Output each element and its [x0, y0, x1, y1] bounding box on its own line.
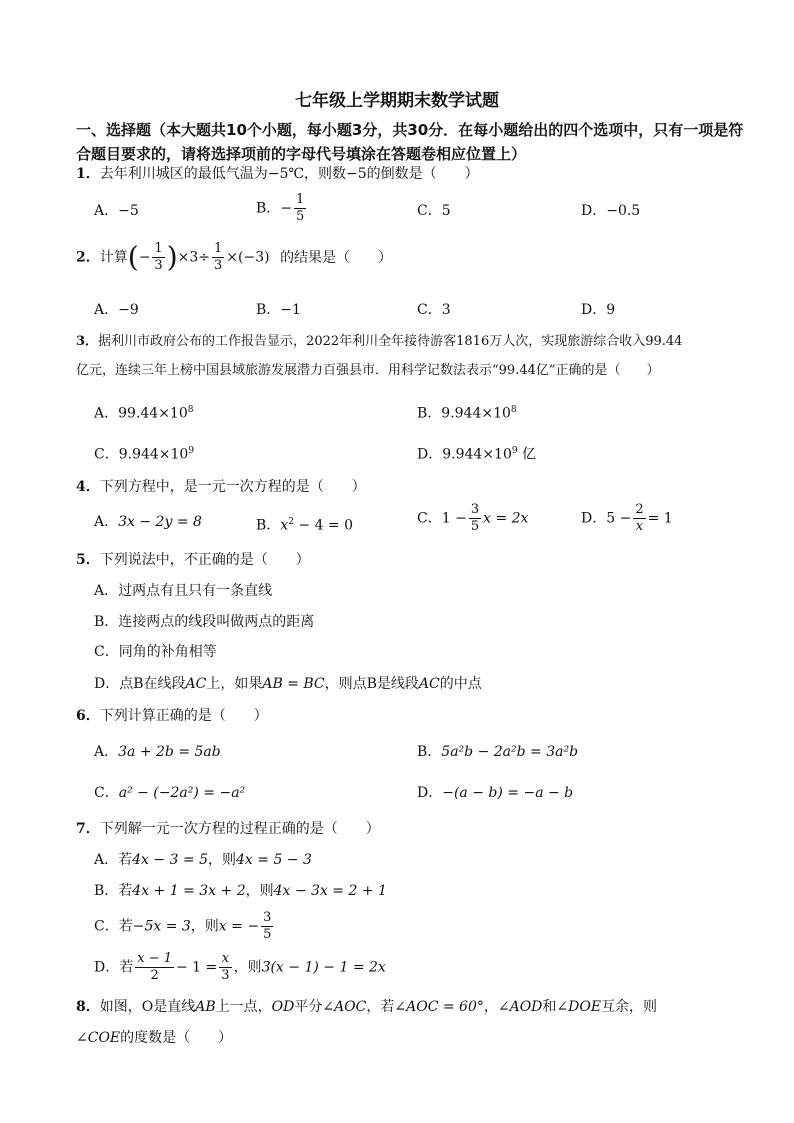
q6-option-c: [94, 783, 245, 803]
question-stem-prefix: 计算: [99, 249, 128, 266]
denominator: 5: [470, 519, 480, 534]
paren-group: (−3): [238, 249, 270, 266]
question-3-line2: 亿元，连续三年上榜中国县域旅游发展潜力百强县市．用科学记数法表示“99.44亿”正确的是（ ）: [76, 363, 660, 378]
numerator: 3: [470, 502, 480, 517]
denominator: x: [635, 519, 644, 534]
equation: 4x + 1 = 3x + 2: [132, 883, 246, 899]
question-number: 4．: [76, 479, 100, 495]
exponent: 2: [288, 517, 294, 527]
fraction: [261, 910, 273, 943]
equation: 3(x − 1) − 1 = 2x: [261, 959, 386, 976]
question-1: [76, 164, 479, 184]
numerator: 1: [296, 192, 305, 207]
question-stem: 下列计算正确的是（ ）: [99, 708, 268, 724]
fraction: [212, 241, 224, 274]
equation: 3a + 2b = 5ab: [118, 744, 221, 760]
option-label: C．: [94, 785, 119, 801]
question-stem: 下列方程中，是一元一次方程的是（ ）: [99, 479, 366, 495]
fraction: [469, 502, 481, 535]
sci-base: 9.944×10: [442, 446, 512, 463]
equation: 5a²b − 2a²b = 3a²b: [441, 744, 579, 760]
option-text: C．若: [94, 918, 133, 935]
question-2: [76, 241, 392, 274]
fraction: [152, 241, 164, 274]
q5-option-c: C．同角的补角相等: [94, 644, 217, 660]
question-number: 6．: [76, 708, 100, 724]
option-label: C．: [94, 446, 119, 463]
equation-part: 5 −: [606, 510, 632, 527]
equation: 4x − 3x = 2 + 1: [273, 883, 387, 899]
angle-equation: ∠AOC = 60°: [394, 999, 484, 1015]
stem-text: ，若: [366, 999, 395, 1015]
section-heading: 一、选择题（本大题共10个小题，每小题3分，共30分．在每小题给出的四个选项中，只有一项是符合题目要求的，请将选择项前的字母代号填涂在答题卷相应位置上）: [76, 121, 744, 163]
option-label: D．: [417, 446, 443, 463]
denominator: 3: [214, 258, 223, 273]
equation: AB = BC: [262, 676, 325, 692]
q5-option-b: B．连接两点的线段叫做两点的距离: [94, 614, 315, 630]
question-number: 7．: [76, 821, 100, 837]
q7-option-a: [94, 850, 312, 870]
q1-option-d: D．−0.5: [581, 203, 641, 219]
numerator: x − 1: [137, 951, 172, 966]
q6-option-d: [417, 783, 573, 803]
question-3: [76, 332, 682, 352]
stem-text: ，: [483, 999, 498, 1015]
option-label: B．: [256, 517, 281, 534]
question-4: [76, 477, 366, 497]
option-text: D．点B在线段: [94, 676, 186, 692]
angle-name: ∠DOE: [556, 999, 602, 1015]
q2-option-a: A．−9: [94, 302, 139, 318]
sci-base: 99.44×10: [118, 405, 188, 422]
exponent: 8: [510, 405, 517, 415]
left-paren: (: [127, 240, 139, 274]
question-6: [76, 706, 268, 726]
question-stem-line1: 据利川市政府公布的工作报告显示，2022年利川全年接待游客1816万人次，实现旅游综合收入99.44: [98, 334, 683, 349]
equation-part: 1 −: [441, 510, 467, 527]
segment-name: AC: [418, 676, 440, 692]
option-label: D．: [581, 510, 607, 527]
line-name: AB: [195, 999, 216, 1015]
exponent: 9: [188, 446, 195, 456]
equation: 3x − 2y = 8: [118, 514, 202, 530]
exponent: 8: [187, 405, 194, 415]
q2-option-b: B．−1: [256, 302, 301, 318]
question-stem: 下列说法中，不正确的是（ ）: [99, 552, 310, 568]
sci-base: 9.944×10: [118, 446, 189, 463]
q7-option-b: [94, 881, 387, 901]
question-number: 3．: [76, 334, 99, 349]
option-text: ，则: [208, 852, 237, 868]
stem-text: 上一点，: [215, 999, 272, 1015]
option-text: ，则: [245, 883, 274, 899]
numerator: 1: [154, 241, 163, 256]
option-label: B．: [417, 405, 442, 422]
question-number: 1．: [76, 166, 100, 182]
equation-rest: − 4 = 0: [293, 517, 354, 534]
option-label: B．: [417, 744, 442, 760]
numerator: 2: [635, 502, 644, 517]
operator-text: ×: [226, 249, 239, 266]
numerator: 3: [263, 910, 272, 925]
q3-option-b: [417, 400, 517, 424]
q3-option-d: [417, 441, 536, 465]
fraction: [219, 951, 231, 984]
stem-text: 如图，O是直线: [99, 999, 196, 1015]
angle-name: ∠COE: [76, 1030, 121, 1046]
operator-text: ×3÷: [177, 249, 211, 266]
option-label: A．: [94, 744, 119, 760]
q4-option-a: [94, 512, 202, 532]
option-text: 的中点: [439, 676, 482, 692]
q2-option-c: C．3: [417, 302, 451, 318]
q4-option-b: [256, 512, 353, 536]
question-number: 8．: [76, 999, 100, 1015]
stem-text: 的度数是（ ）: [120, 1030, 233, 1046]
question-stem: 下列解一元一次方程的过程正确的是（ ）: [99, 821, 380, 837]
q3-option-c: [94, 441, 194, 465]
segment-name: AC: [185, 676, 207, 692]
right-paren: ): [166, 240, 178, 274]
option-label: A．: [94, 405, 119, 422]
q4-option-d: [581, 502, 673, 535]
angle-name: ∠AOC: [322, 999, 367, 1015]
question-stem: 去年利川城区的最低气温为−5℃，则数−5的倒数是（ ）: [99, 166, 479, 182]
option-label: D．: [417, 785, 443, 801]
fraction: [294, 192, 306, 225]
denominator: 5: [263, 927, 272, 942]
exponent: 9: [511, 446, 518, 456]
q4-option-c: [417, 502, 528, 535]
numerator: 1: [214, 241, 223, 256]
q2-option-d: D．9: [581, 302, 616, 318]
question-5: [76, 550, 310, 570]
stem-text: 和: [542, 999, 557, 1015]
paren-value: −3: [243, 249, 265, 266]
equation: a² − (−2a²) = −a²: [118, 785, 246, 801]
angle-name: ∠AOD: [497, 999, 543, 1015]
question-8-line2: [76, 1028, 232, 1048]
ray-name: OD: [271, 999, 295, 1015]
q1-option-b: [256, 192, 308, 225]
option-text: B．若: [94, 883, 133, 899]
option-text: ，则: [190, 918, 219, 935]
q5-option-a: A．过两点有且只有一条直线: [94, 583, 273, 599]
q1-option-c: C．5: [417, 203, 451, 219]
equation: −5x = 3: [132, 918, 191, 935]
question-stem-suffix: 的结果是（ ）: [280, 249, 393, 266]
option-text: 上，如果: [206, 676, 263, 692]
option-label: B．: [256, 200, 281, 217]
denominator: 3: [221, 968, 230, 983]
q7-option-c: [94, 910, 275, 943]
denominator: 5: [296, 209, 305, 224]
denominator: 2: [150, 968, 159, 983]
fraction: [135, 951, 174, 984]
option-text: ，则点B是线段: [324, 676, 419, 692]
question-number: 5．: [76, 552, 100, 568]
denominator: 3: [154, 258, 163, 273]
unit-text: 亿: [522, 446, 537, 463]
equation-part: = 1: [647, 510, 673, 527]
variable: x: [280, 517, 289, 534]
question-number: 2．: [76, 249, 100, 266]
stem-text: 互余，则: [601, 999, 658, 1015]
equation-part: − 1 =: [176, 959, 218, 976]
q7-option-d: [94, 951, 386, 984]
equation: x = −: [218, 918, 260, 935]
equation: −(a − b) = −a − b: [442, 785, 574, 801]
q6-option-b: [417, 742, 578, 762]
q1-option-a: A．−5: [94, 203, 139, 219]
equation: 4x = 5 − 3: [236, 852, 312, 868]
minus-sign: −: [138, 249, 151, 266]
question-8: [76, 997, 657, 1017]
equation: 4x − 3 = 5: [132, 852, 209, 868]
numerator: x: [219, 951, 231, 968]
q5-option-d: [94, 674, 482, 694]
option-text: ，则: [233, 959, 262, 976]
option-label: C．: [417, 510, 442, 527]
option-text: D．若: [94, 959, 134, 976]
page-title: 七年级上学期期末数学试题: [295, 91, 499, 111]
sci-base: 9.944×10: [441, 405, 511, 422]
option-text: A．若: [94, 852, 133, 868]
stem-text: 平分: [294, 999, 323, 1015]
minus-sign: −: [280, 200, 293, 217]
q3-option-a: [94, 400, 193, 424]
equation-part: x = 2x: [483, 510, 529, 527]
fraction: [633, 502, 645, 535]
option-label: A．: [94, 514, 119, 530]
question-7: [76, 819, 380, 839]
q6-option-a: [94, 742, 221, 762]
